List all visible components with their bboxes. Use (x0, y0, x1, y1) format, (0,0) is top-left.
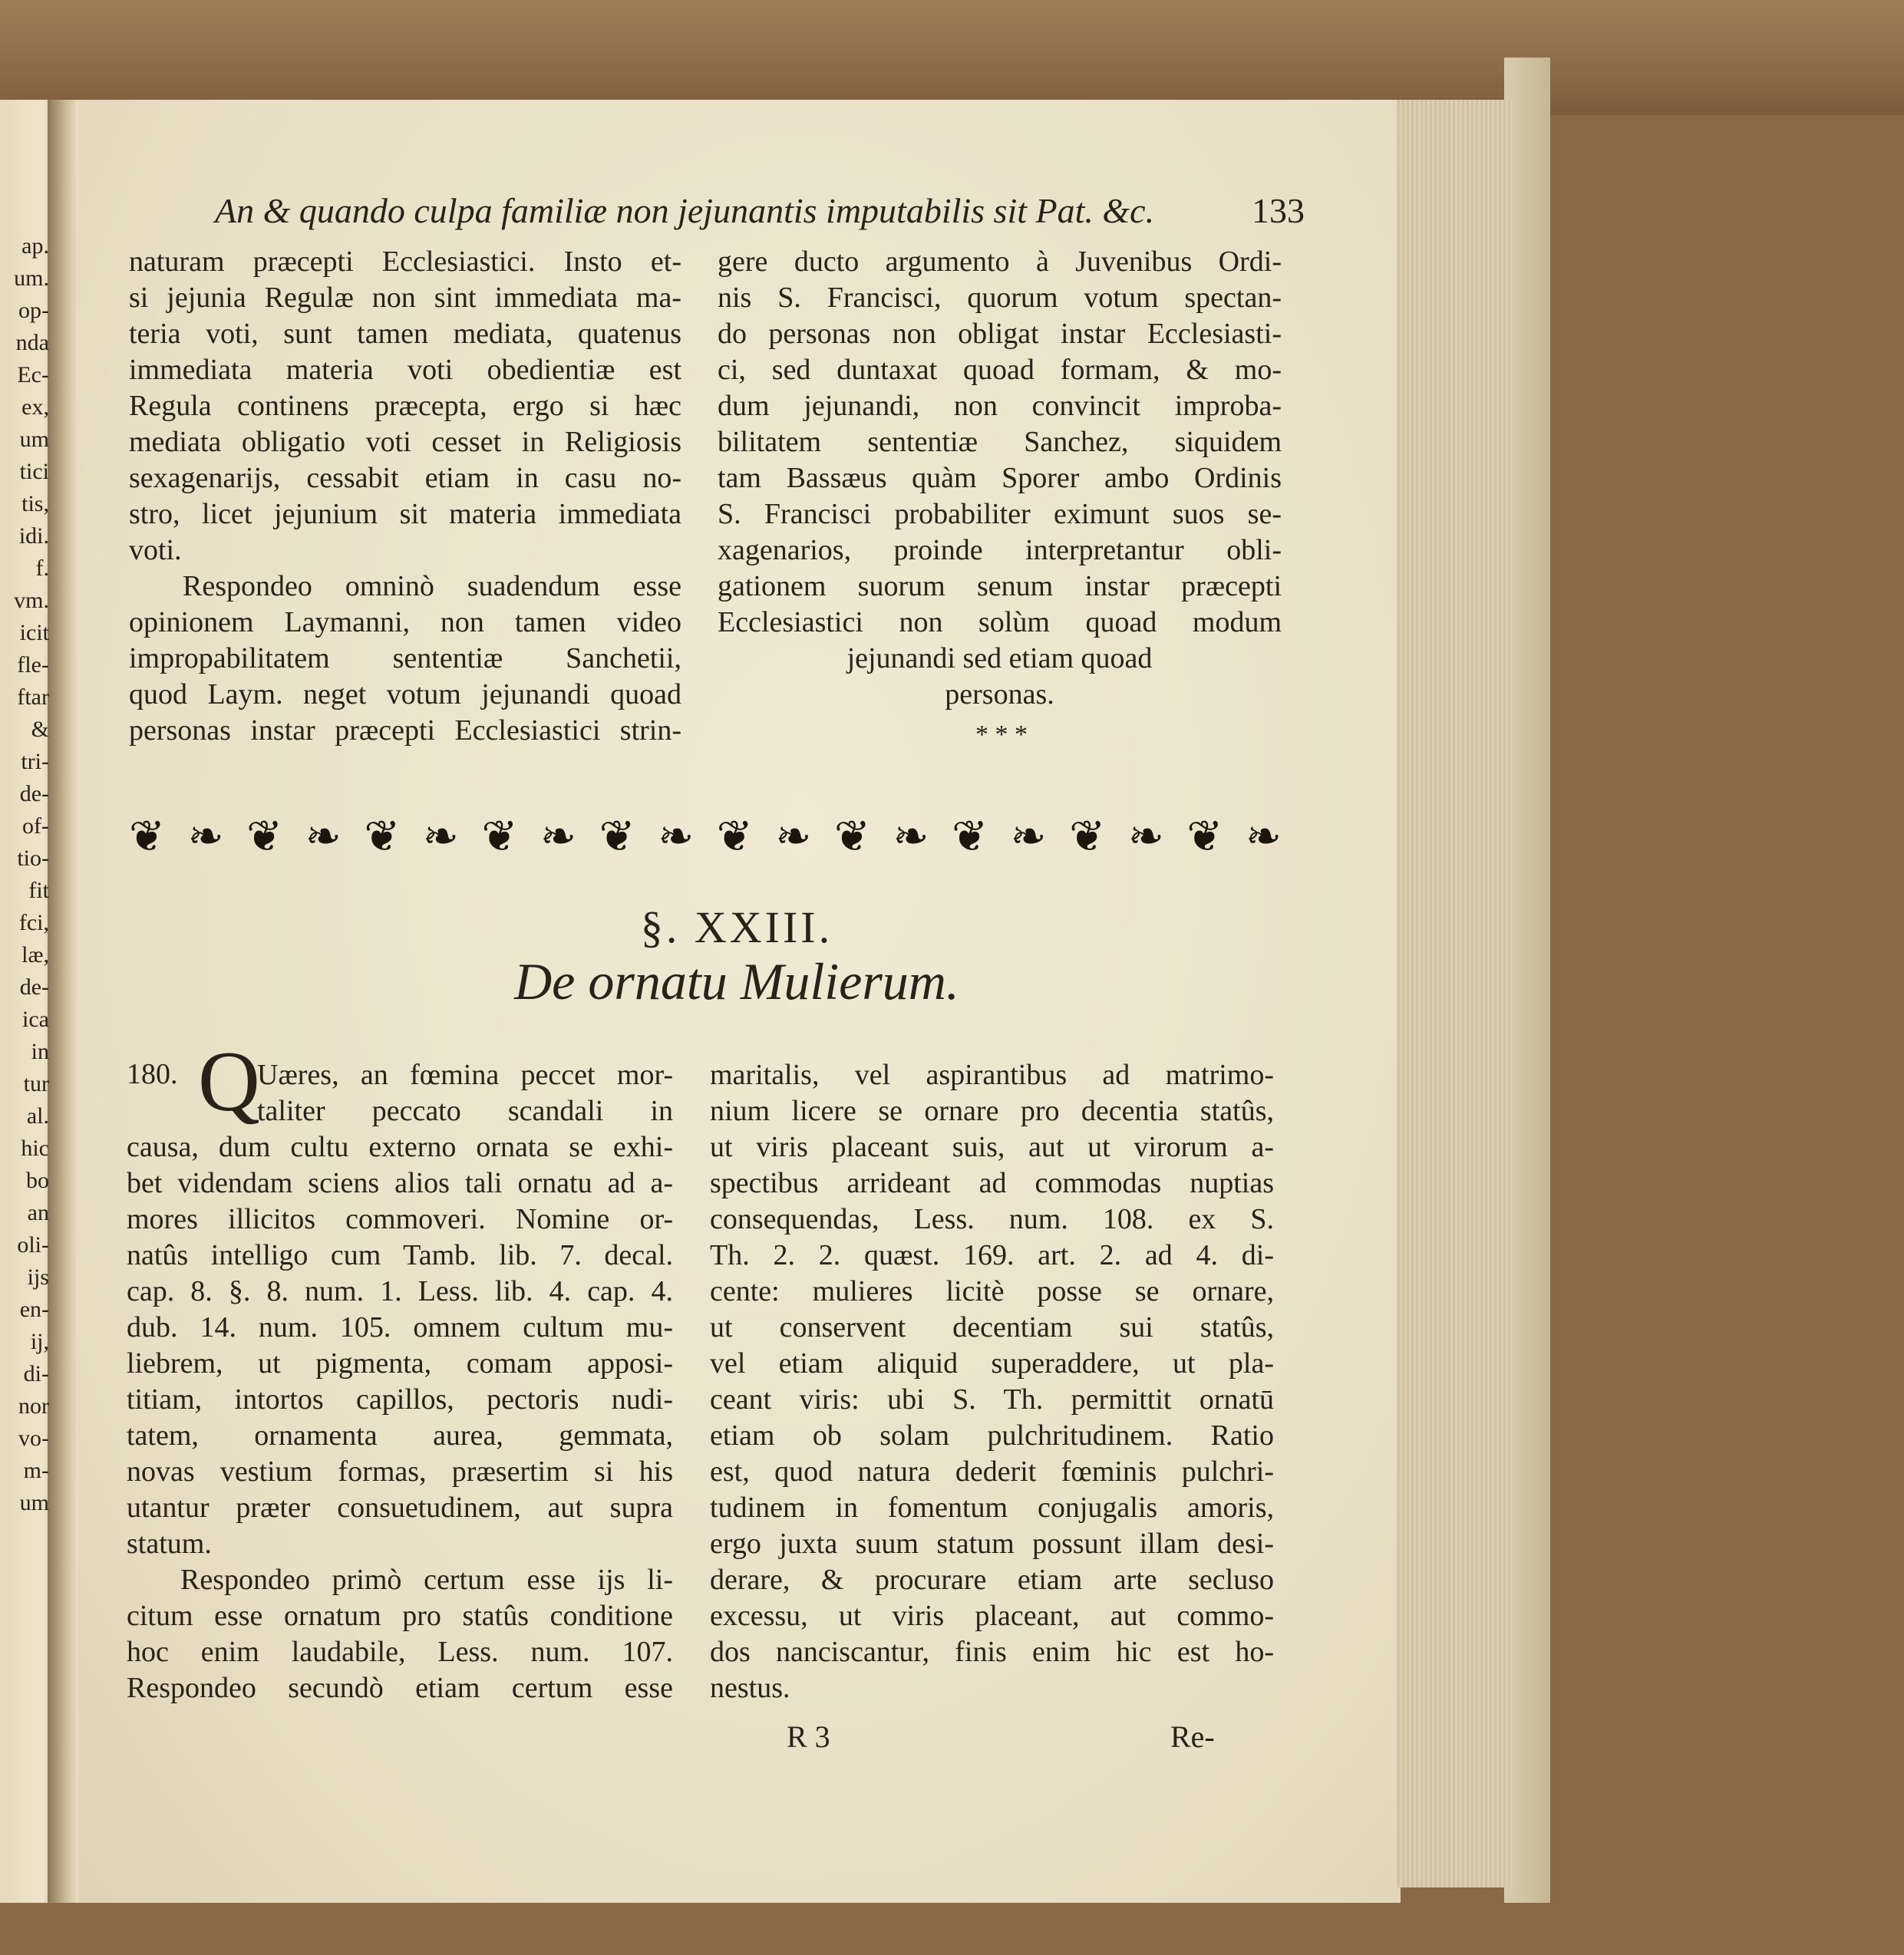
text-line: nestus. (710, 1672, 790, 1704)
margin-fragment: de- (19, 781, 49, 806)
text-line: ut viris placeant suis, aut ut virorum a- (710, 1131, 1274, 1163)
top-left-column (129, 244, 681, 749)
margin-fragment: al. (26, 1103, 49, 1129)
text-line: statum. (127, 1528, 212, 1560)
margin-fragment: fle- (17, 652, 49, 677)
signature-mark: R 3 (787, 1719, 830, 1754)
decorative-ornament-band: ❦ ❧ ❦ ❧ ❦ ❧ ❦ ❧ ❦ ❧ ❦ ❧ ❦ ❧ ❦ ❧ ❦ ❧ ❦ ❧ (129, 813, 1280, 861)
margin-fragment: vm. (14, 588, 49, 613)
margin-fragment: fit (28, 878, 49, 903)
margin-fragment: & (31, 717, 49, 742)
margin-fragment: bo (26, 1168, 49, 1193)
margin-fragment: tur (23, 1071, 49, 1096)
margin-fragment: ica (22, 1007, 49, 1032)
text-line: nium licere se ornare pro decentia statûs, (710, 1095, 1274, 1127)
drop-capital: Q (198, 1034, 260, 1129)
margin-fragment: op- (18, 298, 49, 323)
margin-fragment: icit (19, 620, 49, 645)
text-line: nis S. Francisci, quorum votum spectan- (718, 282, 1282, 314)
margin-fragment: læ, (21, 942, 49, 968)
text-line: consequendas, Less. num. 108. ex S. (710, 1203, 1274, 1235)
text-line: do personas non obligat instar Ecclesiasti- (718, 318, 1282, 350)
text-line: taliter peccato scandali in (257, 1095, 673, 1127)
text-line: ergo juxta suum statum possunt illam desi- (710, 1528, 1274, 1560)
text-line: Respondeo primò certum esse ijs li- (180, 1564, 673, 1596)
text-line: quod Laym. neget votum jejunandi quoad (129, 678, 681, 710)
margin-fragment: tici (19, 459, 49, 484)
section-number: §. XXIII. (640, 902, 833, 952)
text-line: personas. (945, 678, 1054, 710)
margin-fragment: m- (23, 1458, 49, 1483)
text-line: ceant viris: ubi S. Th. permittit ornatū (710, 1383, 1274, 1416)
margin-fragment: f. (35, 556, 49, 581)
text-line: dum jejunandi, non convincit improba- (718, 390, 1282, 422)
text-line: vel etiam aliquid superaddere, ut pla- (710, 1347, 1274, 1380)
text-line: Ecclesiastici non solùm quoad modum (718, 606, 1282, 638)
margin-fragment: um. (14, 265, 49, 291)
section-title: De ornatu Mulierum. (514, 952, 959, 1010)
text-line: cap. 8. §. 8. num. 1. Less. lib. 4. cap. 4. (127, 1275, 673, 1307)
text-line: voti. (129, 534, 182, 566)
text-line: bet videndam sciens alios tali ornatu ad a- (127, 1167, 673, 1199)
margin-fragment: Ec- (17, 362, 49, 387)
margin-fragment: of- (22, 813, 49, 839)
text-line: tudinem in fomentum conjugalis amoris, (710, 1492, 1274, 1524)
text-line: ut conservent decentiam sui statûs, (710, 1311, 1274, 1343)
text-line: etiam ob solam pulchritudinem. Ratio (710, 1419, 1274, 1452)
text-line: si jejunia Regulæ non sint immediata ma- (129, 282, 681, 314)
margin-fragment: in (31, 1039, 49, 1064)
text-line: hoc enim laudabile, Less. num. 107. (127, 1636, 673, 1668)
margin-fragment: tio- (17, 846, 49, 871)
text-line: naturam præcepti Ecclesiastici. Insto et- (129, 246, 681, 278)
text-line: dub. 14. num. 105. omnem cultum mu- (127, 1311, 673, 1343)
bottom-left-column (127, 1057, 673, 1706)
text-line: mores illicitos commoveri. Nomine or- (127, 1203, 673, 1235)
margin-fragment: um (19, 427, 49, 452)
text-line: cente: mulieres licitè posse se ornare, (710, 1275, 1274, 1307)
text-line: gationem suorum senum instar præcepti (718, 570, 1282, 602)
text-line: Regula continens præcepta, ergo si hæc (129, 390, 681, 422)
text-line: natûs intelligo cum Tamb. lib. 7. decal. (127, 1239, 673, 1271)
text-line: causa, dum cultu externo ornata se exhi- (127, 1131, 673, 1163)
section-end-stars: * * * (975, 720, 1028, 749)
margin-fragment: ijs (27, 1264, 49, 1290)
text-line: liebrem, ut pigmenta, comam apposi- (127, 1347, 673, 1380)
left-margin-fragments (0, 230, 54, 1519)
text-line: sexagenarijs, cessabit etiam in casu no- (129, 462, 681, 494)
bottom-right-column (710, 1057, 1274, 1706)
text-line: opinionem Laymanni, non tamen video (129, 606, 681, 638)
text-line: stro, licet jejunium sit materia immediata (129, 498, 681, 530)
text-line: spectibus arrideant ad commodas nuptias (710, 1167, 1274, 1199)
margin-fragment: ftar (17, 684, 49, 710)
text-line: ci, sed duntaxat quoad formam, & mo- (718, 354, 1282, 386)
text-line: bilitatem sententiæ Sanchez, siquidem (718, 426, 1282, 458)
margin-fragment: vo- (18, 1426, 49, 1451)
text-line: Th. 2. 2. quæst. 169. art. 2. ad 4. di- (710, 1239, 1274, 1271)
margin-fragment: di- (23, 1361, 49, 1386)
text-line: novas vestium formas, præsertim si his (127, 1456, 673, 1488)
margin-fragment: ij, (30, 1329, 49, 1354)
text-line: impropabilitatem sententiæ Sanchetii, (129, 642, 681, 674)
margin-fragment: oli- (17, 1232, 49, 1258)
margin-fragment: tis, (21, 491, 49, 516)
text-line: xagenarios, proinde interpretantur obli- (718, 534, 1282, 566)
text-line: titiam, intortos capillos, pectoris nudi- (127, 1383, 673, 1416)
text-line: Uæres, an fœmina peccet mor- (257, 1059, 673, 1091)
text-line: mediata obligatio voti cesset in Religiosis (129, 426, 681, 458)
text-line: personas instar præcepti Ecclesiastici strin- (129, 714, 681, 747)
text-line: jejunandi sed etiam quoad (846, 642, 1153, 674)
text-line: citum esse ornatum pro statûs conditione (127, 1600, 673, 1632)
text-line: tatem, ornamenta aurea, gemmata, (127, 1419, 673, 1452)
running-title: An & quando culpa familiæ non jejunantis imputabilis sit Pat. &c. (215, 191, 1155, 230)
page-number: 133 (1252, 191, 1305, 230)
book-binding-top (0, 0, 1904, 115)
text-line: teria voti, sunt tamen mediata, quatenus (129, 318, 681, 350)
table-surface (0, 1903, 1904, 1955)
paragraph-number: 180. (127, 1058, 178, 1090)
margin-fragment: idi. (18, 523, 49, 549)
text-line: maritalis, vel aspirantibus ad matrimo- (710, 1059, 1274, 1091)
margin-fragment: fci, (18, 910, 49, 935)
margin-fragment: nor (18, 1393, 49, 1419)
text-line: est, quod natura dederit fœminis pulchri- (710, 1456, 1274, 1488)
margin-fragment: um (19, 1490, 49, 1515)
text-line: gere ducto argumento à Juvenibus Ordi- (718, 246, 1282, 278)
catchword: Re- (1170, 1719, 1215, 1754)
margin-fragment: en- (19, 1297, 49, 1322)
text-line: excessu, ut viris placeant, aut commo- (710, 1600, 1274, 1632)
margin-fragment: hic (21, 1136, 49, 1161)
margin-fragment: ap. (21, 233, 49, 259)
text-line: S. Francisci probabiliter eximunt suos se- (718, 498, 1282, 530)
text-line: utantur præter consuetudinem, aut supra (127, 1492, 673, 1524)
text-line: dos nanciscantur, finis enim hic est ho- (710, 1636, 1274, 1668)
margin-fragment: ex, (21, 394, 49, 420)
page-header (215, 190, 1305, 236)
margin-fragment: de- (19, 974, 49, 1000)
text-line: Respondeo secundò etiam certum esse (127, 1672, 673, 1704)
margin-fragment: nda (15, 330, 49, 355)
text-line: Respondeo omninò suadendum esse (183, 570, 681, 602)
margin-fragment: tri- (21, 749, 49, 774)
margin-fragment: an (27, 1200, 49, 1225)
text-line: tam Bassæus quàm Sporer ambo Ordinis (718, 462, 1282, 494)
top-right-column (718, 244, 1282, 713)
text-line: immediata materia voti obedientiæ est (129, 354, 681, 386)
text-line: derare, & procurare etiam arte secluso (710, 1564, 1274, 1596)
